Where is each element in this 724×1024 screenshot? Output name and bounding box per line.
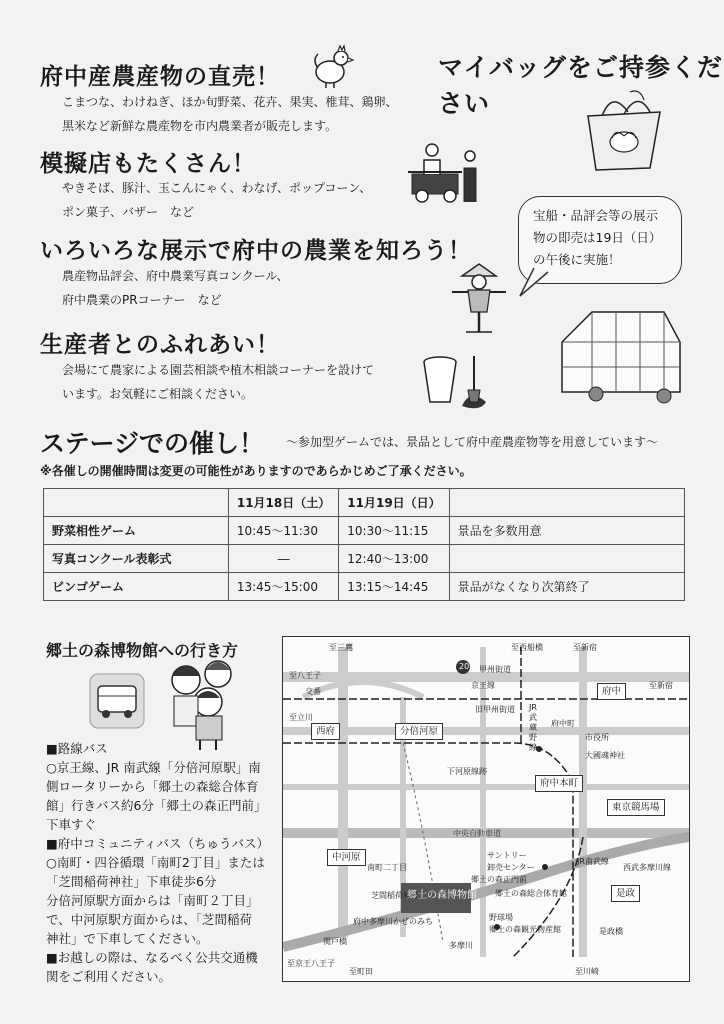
map-label: 野球場 <box>489 913 513 922</box>
bubble-text: 宝船・品評会等の展示物の即売は19日（日）の午後に実施！ <box>533 208 662 267</box>
map-label: サントリー <box>487 851 527 860</box>
map-label: 交番 <box>305 687 321 696</box>
flowerpot-shovel-icon <box>418 350 494 412</box>
map-station-bubaigawara: 分倍河原 <box>395 723 443 740</box>
greenhouse-icon <box>556 302 686 406</box>
event-note <box>449 545 684 573</box>
map-label: 芝間稲荷神社 <box>371 891 419 900</box>
bus-icon <box>88 672 146 730</box>
map-label: 郷土の森正門前 <box>471 875 527 884</box>
map-label: 南町二丁目 <box>367 863 407 872</box>
text-line: ポン菓子、バザー など <box>62 205 195 219</box>
table-header-cell: 11月18日（土） <box>228 489 338 517</box>
direction-line: 下車すぐ <box>46 817 97 832</box>
direction-line: 館」行きバス約6分「郷土の森正門前」 <box>46 798 267 813</box>
map-label: 市役所 <box>585 733 609 742</box>
map-station-nakagawara: 中河原 <box>327 849 366 866</box>
map-label: 府中町 <box>551 719 575 728</box>
stage-schedule-table <box>43 488 685 601</box>
direction-line: ○京王線、JR 南武線「分倍河原駅」南 <box>46 760 261 775</box>
event-name: 写真コンクール表彰式 <box>44 545 229 573</box>
access-directions <box>46 739 276 986</box>
direction-line: 関をご利用ください。 <box>46 969 172 984</box>
map-label: 20 <box>459 662 470 671</box>
text-line: います。お気軽にご相談ください。 <box>62 387 254 401</box>
stage-note: ※各催しの開催時間は変更の可能性がありますのであらかじめご了承ください。 <box>40 464 472 478</box>
map-label: 下河原線跡 <box>447 767 487 776</box>
map-label: JR武蔵野線 <box>529 703 537 752</box>
table-row <box>44 545 685 573</box>
map-label: 卸売センター <box>487 863 535 872</box>
map-station-koremasa: 是政 <box>611 885 640 902</box>
direction-line: で、中河原駅方面からは、「芝間稲荷 <box>46 912 253 927</box>
food-stall-icon <box>406 138 484 204</box>
map-station-fuchu: 府中 <box>597 683 626 700</box>
section-text-farmers <box>62 358 374 406</box>
chicken-icon <box>308 42 356 90</box>
direction-line: ■お越しの際は、なるべく公共交通機 <box>46 950 258 965</box>
table-header-row <box>44 489 685 517</box>
map-label: 至新宿 <box>573 643 597 652</box>
table-row <box>44 573 685 601</box>
map-label: JR南武線 <box>577 857 609 866</box>
table-header-cell <box>44 489 229 517</box>
map-label: 是政橋 <box>599 927 623 936</box>
access-title: 郷土の森博物館への行き方 <box>46 641 239 660</box>
scarecrow-icon <box>446 262 512 334</box>
map-label: 郷土の森観光物産館 <box>489 925 561 934</box>
stage-subtitle: ～参加型ゲームでは、景品として府中産農産物等を用意しています～ <box>286 435 659 449</box>
map-label: 旧甲州街道 <box>475 705 515 714</box>
stage-title: ステージでの催し！ <box>40 429 265 458</box>
map-label: 至立川 <box>289 713 313 722</box>
section-text-direct-sales <box>62 90 398 138</box>
map-label: 郷土の森総合体育館 <box>495 889 567 898</box>
text-line: こまつな、わけねぎ、ほか旬野菜、花卉、果実、椎茸、鶏卵、 <box>62 95 398 109</box>
map-station-fuchuhonmachi: 府中本町 <box>535 775 583 792</box>
children-icon <box>160 656 248 752</box>
text-line: 農産物品評会、府中農業写真コンクール、 <box>62 269 289 283</box>
event-note: 景品がなくなり次第終了 <box>449 573 684 601</box>
text-line: 黒米など新鮮な農産物を市内農業者が販売します。 <box>62 119 338 133</box>
map-label: 中央自動車道 <box>453 829 501 838</box>
table-header-cell: 11月19日（日） <box>339 489 449 517</box>
map-label: 大國魂神社 <box>585 751 625 760</box>
map-racecourse: 東京競馬場 <box>607 799 665 816</box>
map-label: 多摩川 <box>449 941 473 950</box>
section-heading-stalls: 模擬店もたくさん！ <box>40 151 256 177</box>
bubble-tail <box>516 266 552 300</box>
sat-time: 10:45～11:30 <box>228 517 338 545</box>
direction-line: ■府中コミュニティバス（ちゅうバス） <box>46 836 270 851</box>
event-name: 野菜相性ゲーム <box>44 517 229 545</box>
section-heading-farmers: 生産者とのふれあい！ <box>40 332 280 358</box>
sun-time: 13:15～14:45 <box>339 573 449 601</box>
section-text-stalls <box>62 176 371 224</box>
map-label: 至三鷹 <box>329 643 353 652</box>
text-line: 会場にて農家による園芸相談や植木相談コーナーを設けて <box>62 363 375 377</box>
mybag-title: マイバッグをご持参ください <box>438 53 724 118</box>
map-label: 至新宿 <box>649 681 673 690</box>
direction-line: ○南町・四谷循環「南町2丁目」または <box>46 855 265 870</box>
section-heading-exhibits: いろいろな展示で府中の農業を知ろう！ <box>40 238 472 264</box>
direction-line: 分倍河原駅方面からは「南町２丁目」 <box>46 893 259 908</box>
sun-time: 10:30～11:15 <box>339 517 449 545</box>
map-label: 至川崎 <box>575 967 599 976</box>
access-map <box>282 636 690 982</box>
table-row <box>44 517 685 545</box>
map-label: 甲州街道 <box>479 665 511 674</box>
map-label: 府中多摩川かぜのみち <box>353 917 433 926</box>
map-label: 至町田 <box>349 967 373 976</box>
text-line: やきそば、豚汁、玉こんにゃく、わなげ、ポップコーン、 <box>62 181 372 195</box>
map-label: 西武多摩川線 <box>623 863 671 872</box>
direction-line: ■路線バス <box>46 741 108 756</box>
event-name: ビンゴゲーム <box>44 573 229 601</box>
map-label: 関戸橋 <box>323 937 347 946</box>
map-label: 至八王子 <box>289 671 321 680</box>
map-label: 京王線 <box>471 681 495 690</box>
event-note: 景品を多数用意 <box>449 517 684 545</box>
sat-time: ― <box>228 545 338 573</box>
direction-line: 側ロータリーから「郷土の森総合体育 <box>46 779 259 794</box>
sat-time: 13:45～15:00 <box>228 573 338 601</box>
map-label: 至京王八王子 <box>287 959 335 968</box>
map-museum-label: 郷土の森博物館 <box>407 890 477 901</box>
map-label: 至西船橋 <box>511 643 543 652</box>
direction-line: 「芝間稲荷神社」下車徒歩6分 <box>46 874 217 889</box>
text-line: 府中農業のPRコーナー など <box>62 293 222 307</box>
section-heading-direct-sales: 府中産農産物の直売！ <box>40 64 280 90</box>
direction-line: 神社」で下車してください。 <box>46 931 209 946</box>
map-station-nishifu: 西府 <box>311 723 340 740</box>
table-header-cell <box>449 489 684 517</box>
section-text-exhibits <box>62 264 289 312</box>
sun-time: 12:40～13:00 <box>339 545 449 573</box>
